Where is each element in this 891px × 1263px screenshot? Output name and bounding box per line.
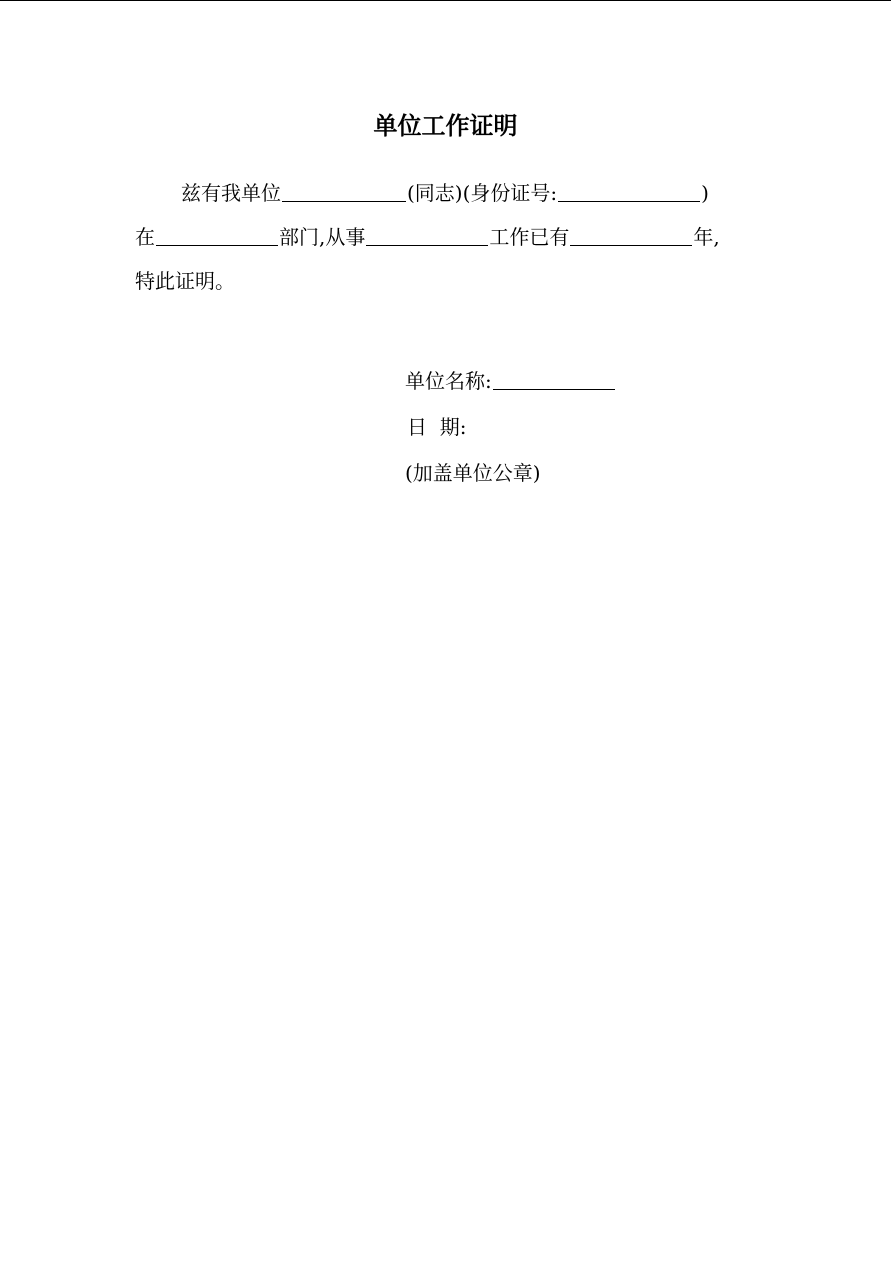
signature-date-line <box>407 412 466 442</box>
line2-prefix: 在 <box>135 225 155 249</box>
body-line-2 <box>135 222 720 252</box>
line2-work: 工作已有 <box>489 225 570 249</box>
line1-prefix: 兹有我单位 <box>181 181 281 205</box>
department-blank[interactable] <box>156 223 278 246</box>
seal-note: (加盖单位公章) <box>405 461 541 485</box>
line2-suffix: 年, <box>693 225 720 249</box>
signature-unit-blank[interactable] <box>493 367 615 390</box>
certify-text: 特此证明。 <box>135 269 235 293</box>
line1-mid: (同志)(身份证号: <box>407 181 558 205</box>
job-blank[interactable] <box>366 223 488 246</box>
signature-seal-line <box>405 458 541 488</box>
unit-name-blank[interactable] <box>282 179 406 202</box>
line1-suffix: ) <box>701 181 709 205</box>
signature-unit-line <box>405 366 616 396</box>
top-border-line <box>0 0 891 1</box>
document-title: 单位工作证明 <box>373 112 518 140</box>
line2-dept: 部门,从事 <box>279 225 366 249</box>
date-label: 日 期: <box>407 415 467 439</box>
body-line-3 <box>135 266 235 296</box>
body-line-1 <box>181 178 709 208</box>
unit-name-label: 单位名称: <box>405 369 492 393</box>
years-blank[interactable] <box>570 223 692 246</box>
id-number-blank[interactable] <box>558 179 700 202</box>
